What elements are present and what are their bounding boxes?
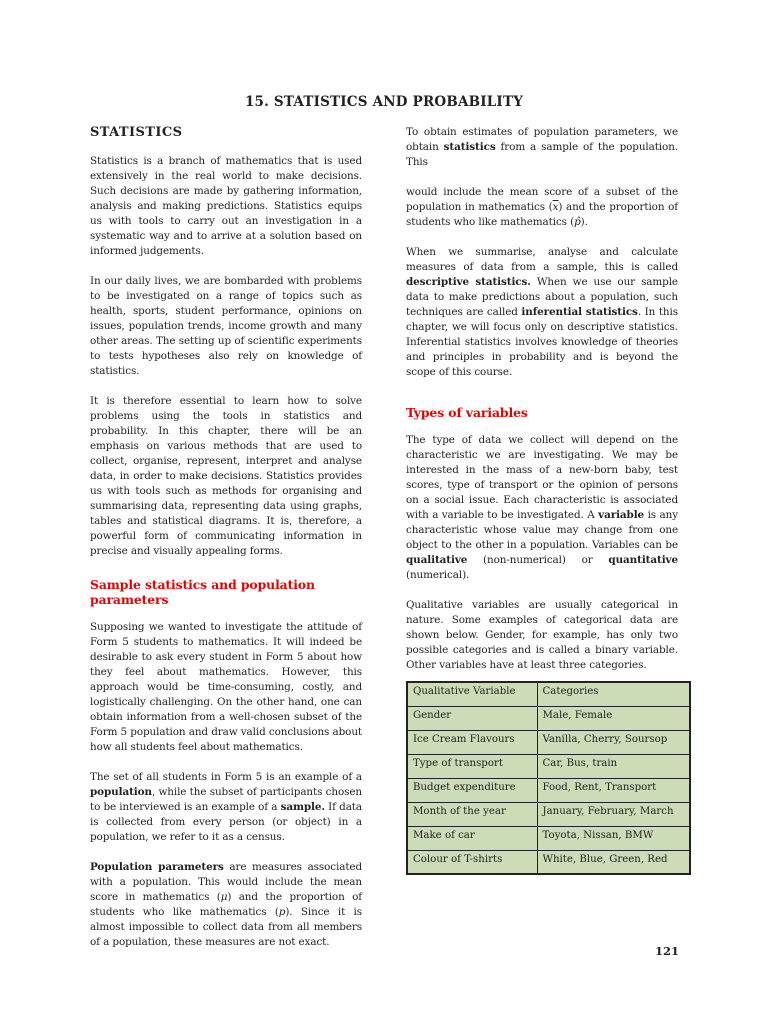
table-cell: Budget expenditure	[407, 778, 537, 802]
table-header-row	[407, 682, 690, 706]
table-header-cell: Qualitative Variable	[407, 682, 537, 706]
table-row	[407, 706, 690, 730]
page-title: 15. STATISTICS AND PROBABILITY	[244, 94, 524, 110]
table-cell: Food, Rent, Transport	[537, 778, 690, 802]
table-cell: Vanilla, Cherry, Soursop	[537, 730, 690, 754]
table-cell: Ice Cream Flavours	[407, 730, 537, 754]
table-header-cell: Categories	[537, 682, 690, 706]
left-column	[90, 125, 362, 965]
table-cell: White, Blue, Green, Red	[537, 850, 690, 874]
table-row	[407, 778, 690, 802]
paragraph: When we summarise, analyse and calculate measures of data from a sample, this is called descriptive statistics. When we use our sample data to make predictions about a population, such techniques are called inferential statistics. In this chapter, we will focus only on descriptive statistics. Inferential statistics involves knowledge of theories and principles in probability and is beyond the scope of this course.	[406, 246, 678, 378]
categorical-data-table	[406, 681, 691, 875]
paragraph: In our daily lives, we are bombarded with problems to be investigated on a range of topics such as health, sports, student performance, opinions on issues, population trends, income growth and many other areas. The setting up of scientific experiments to tests hypotheses also rely on knowledge of statistics.	[90, 275, 362, 377]
paragraph: Qualitative variables are usually categorical in nature. Some examples of categorical data are shown below. Gender, for example, has only two possible categories and is called a binary variable. Other variables have at least three categories.	[406, 599, 678, 671]
right-column	[406, 125, 678, 875]
table-row	[407, 826, 690, 850]
paragraph: Population parameters are measures associated with a population. This would include the mean score in mathematics (μ) and the proportion of students who like mathematics (p). Since it is almost impossible to collect data from all members of a population, these measures are not exact.	[90, 861, 363, 948]
table-cell: Male, Female	[537, 706, 690, 730]
subheading-types-of-variables: Types of variables	[406, 405, 528, 420]
table-cell: Car, Bus, train	[537, 754, 690, 778]
table-cell: Colour of T-shirts	[407, 850, 537, 874]
table-row	[407, 754, 690, 778]
paragraph: The type of data we collect will depend on the characteristic we are investigating. We may be interested in the mass of a new-born baby, test scores, type of transport or the opinion of persons on a social issue. Each characteristic is associated with a variable to be investigated. A variable is any characteristic whose value may change from one object to the other in a population. Variables can be qualitative (non-numerical) or quantitative (numerical).	[406, 434, 679, 581]
table-cell: Toyota, Nissan, BMW	[537, 826, 690, 850]
paragraph: would include the mean score of a subset of the population in mathematics $(\overline{x})$ and the proportion of students who like mathematics (p̂).	[406, 186, 678, 228]
paragraph: Supposing we wanted to investigate the attitude of Form 5 students to mathematics. It will indeed be desirable to ask every student in Form 5 about how they feel about mathematics. However, this approach would be time-consuming, costly, and logistically challenging. On the other hand, one can obtain information from a well-chosen subset of the Form 5 population and draw valid conclusions about how all students feel about mathematics.	[90, 621, 362, 753]
subheading-sample-statistics: Sample statistics and population parameters	[90, 577, 315, 607]
table-cell: Make of car	[407, 826, 537, 850]
paragraph: It is therefore essential to learn how to solve problems using the tools in statistics and probability. In this chapter, there will be an emphasis on various methods that are used to collect, organise, represent, interpret and analyse data, in order to make decisions. Statistics provides us with tools such as methods for organising and summarising data, representing data using graphs, tables and statistical diagrams. It is, therefore, a powerful form of communicating information in precise and visually appealing forms.	[90, 395, 362, 557]
table-cell: January, February, March	[537, 802, 690, 826]
paragraph: Statistics is a branch of mathematics that is used extensively in the real world to make decisions. Such decisions are made by gathering information, analysis and making predictions. Statistics equips us with tools to carry out an investigation in a systematic way and to arrive at a solution based on informed judgements.	[90, 155, 362, 257]
paragraph: The set of all students in Form 5 is an example of a population, while the subset of participants chosen to be interviewed is an example of a sample. If data is collected from every person (or object) in a population, we refer to it as a census.	[90, 771, 362, 843]
page-number: 121	[655, 944, 680, 958]
table-row	[407, 802, 690, 826]
table-row	[407, 730, 690, 754]
section-heading-statistics: STATISTICS	[90, 125, 183, 140]
paragraph: To obtain estimates of population parameters, we obtain statistics from a sample of the population. This	[406, 126, 678, 168]
table-cell: Month of the year	[407, 802, 537, 826]
table-row	[407, 850, 690, 874]
table-cell: Type of transport	[407, 754, 537, 778]
table-cell: Gender	[407, 706, 537, 730]
